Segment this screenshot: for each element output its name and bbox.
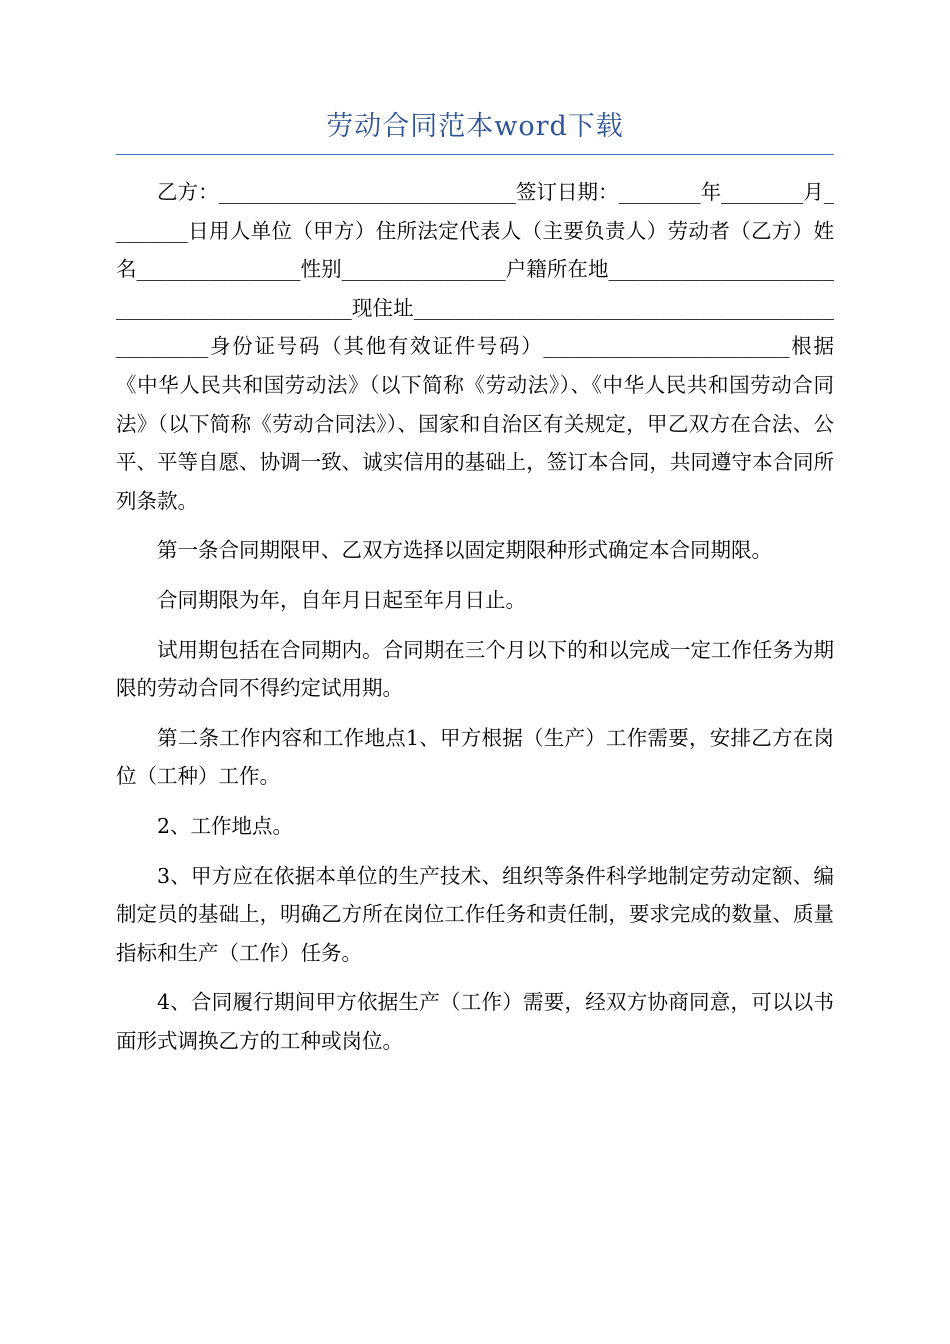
paragraph-article-2: 第二条工作内容和工作地点1、甲方根据（生产）工作需要，安排乙方在岗位（工种）工作。 [116, 725, 834, 789]
paragraph-contract-term: 合同期限为年，自年月日起至年月日止。 [157, 587, 526, 612]
paragraph-position-change: 4、合同履行期间甲方依据生产（工作）需要，经双方协商同意，可以以书面形式调换乙方的工种或岗位。 [116, 990, 834, 1053]
paragraph-article-1: 第一条合同期限甲、乙双方选择以固定期限种形式确定本合同期限。 [157, 538, 772, 563]
paragraph-parties: 乙方：_____________________________签订日期：________年________月________日用人单位（甲方）住所法定代表人（主要负责人）劳动者（乙方）姓名________________性别________________户籍所在地_____________________________________________现住址__________________________________________________身份证号码（其他有效证件号码）________________________根据《中华人民共和国劳动法》（以下简称《劳动法》）、《中华人民共和国劳动合同法》（以下简称《劳动合同法》）、国家和自治区有关规定，甲乙双方在合法、公平、平等自愿、协调一致、诚实信用的基础上，签订本合同，共同遵守本合同所列条款。 [116, 180, 834, 513]
document-body [116, 173, 834, 1071]
title-underline [116, 154, 834, 155]
paragraph-probation: 试用期包括在合同期内。合同期在三个月以下的和以完成一定工作任务为期限的劳动合同不得约定试用期。 [116, 637, 834, 701]
paragraph-work-quota: 3、甲方应在依据本单位的生产技术、组织等条件科学地制定劳动定额、编制定员的基础上，明确乙方所在岗位工作任务和责任制，要求完成的数量、质量指标和生产（工作）任务。 [116, 863, 834, 965]
paragraph-work-location: 2、工作地点。 [157, 813, 294, 838]
document-title: 劳动合同范本word下载 [326, 111, 624, 142]
